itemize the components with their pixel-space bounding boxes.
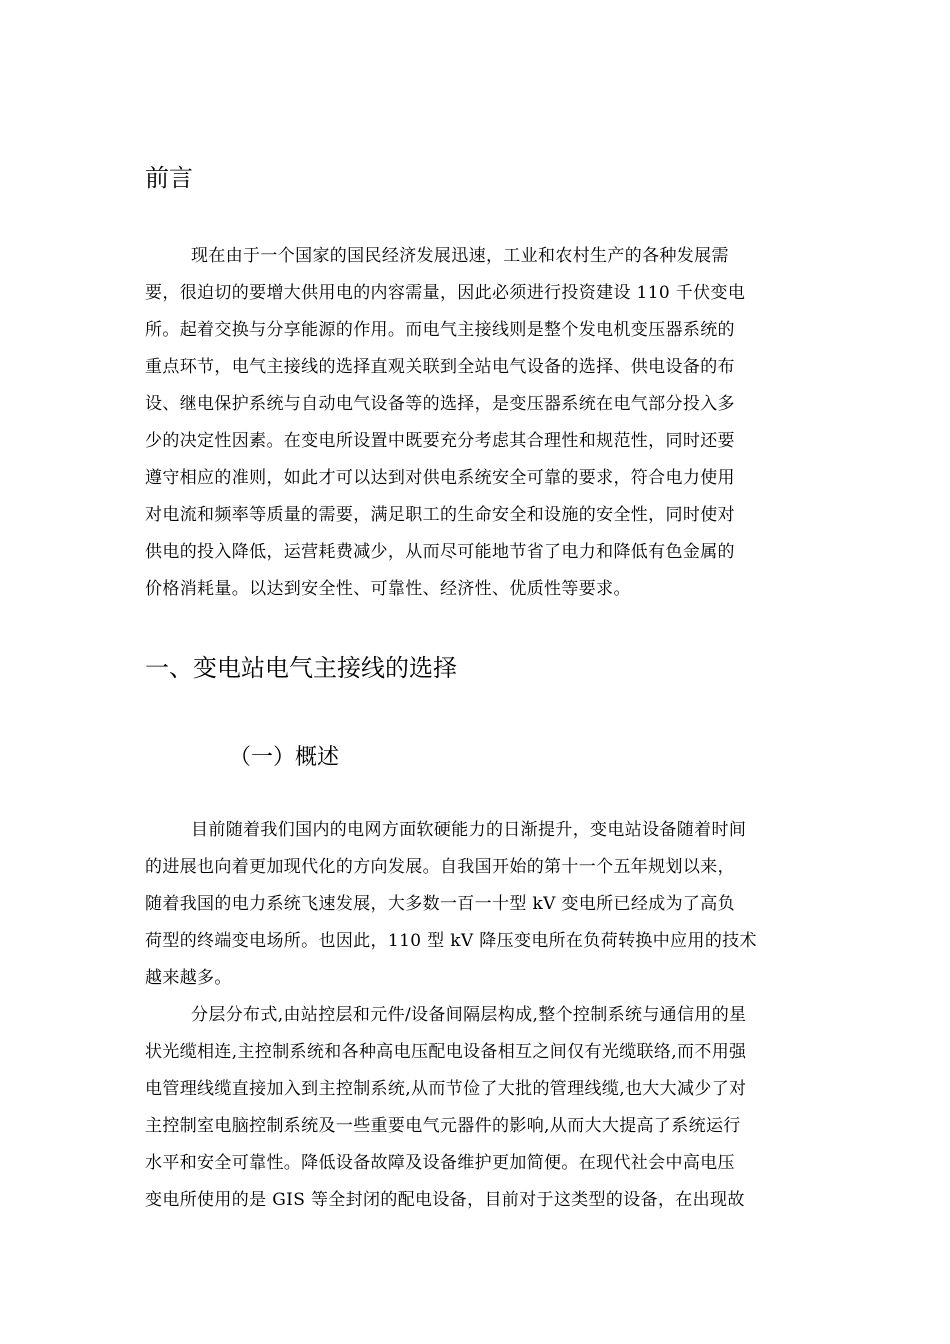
body-line: 变电所使用的是 GIS 等全封闭的配电设备，目前对于这类型的设备，在出现故 — [145, 1190, 745, 1210]
preface-heading: 前言 — [145, 164, 193, 192]
body-line: 目前随着我们国内的电网方面软硬能力的日渐提升，变电站设备随着时间 — [191, 820, 747, 840]
preface-line: 设、继电保护系统与自动电气设备等的选择，是变压器系统在电气部分投入多 — [145, 394, 735, 414]
body-line: 越来越多。 — [145, 968, 232, 988]
body-line: 水平和安全可靠性。降低设备故障及设备维护更加简便。在现代社会中高电压 — [145, 1153, 735, 1173]
preface-line: 所。起着交换与分享能源的作用。而电气主接线则是整个发电机变压器系统的 — [145, 320, 735, 340]
body-line: 的进展也向着更加现代化的方向发展。自我国开始的第十一个五年规划以来， — [145, 857, 735, 877]
preface-paragraph — [145, 238, 805, 608]
preface-line: 要，很迫切的要增大供用电的内容需量，因此必须进行投资建设 110 千伏变电 — [145, 283, 746, 303]
overview-paragraph-1 — [145, 812, 805, 997]
body-line: 电管理线缆直接加入到主控制系统,从而节俭了大批的管理线缆,也大大减少了对 — [145, 1079, 747, 1099]
preface-line: 供电的投入降低，运营耗费减少，从而尽可能地节省了电力和降低有色金属的 — [145, 542, 735, 562]
preface-line: 现在由于一个国家的国民经济发展迅速，工业和农村生产的各种发展需 — [191, 246, 729, 266]
body-line: 状光缆相连,主控制系统和各种高电压配电设备相互之间仅有光缆联络,而不用强 — [145, 1042, 747, 1062]
body-line: 荷型的终端变电场所。也因此，110 型 kV 降压变电所在负荷转换中应用的技术 — [145, 931, 757, 951]
preface-line: 价格消耗量。以达到安全性、可靠性、经济性、优质性等要求。 — [145, 579, 631, 599]
body-line: 分层分布式,由站控层和元件/设备间隔层构成,整个控制系统与通信用的星 — [191, 1005, 747, 1025]
body-line: 主控制室电脑控制系统及一些重要电气元器件的影响,从而大大提高了系统运行 — [145, 1116, 741, 1136]
preface-line: 重点环节，电气主接线的选择直观关联到全站电气设备的选择、供电设备的布 — [145, 357, 735, 377]
preface-line: 遵守相应的准则，如此才可以达到对供电系统安全可靠的要求，符合电力使用 — [145, 468, 735, 488]
subsection-heading: （一）概述 — [229, 745, 340, 770]
body-line: 随着我国的电力系统飞速发展，大多数一百一十型 kV 变电所已经成为了高负 — [145, 894, 735, 914]
preface-line: 对电流和频率等质量的需要，满足职工的生命安全和设施的安全性，同时使对 — [145, 505, 735, 525]
section-heading: 一、变电站电气主接线的选择 — [145, 654, 457, 682]
preface-line: 少的决定性因素。在变电所设置中既要充分考虑其合理性和规范性，同时还要 — [145, 431, 735, 451]
overview-paragraph-2 — [145, 997, 805, 1219]
